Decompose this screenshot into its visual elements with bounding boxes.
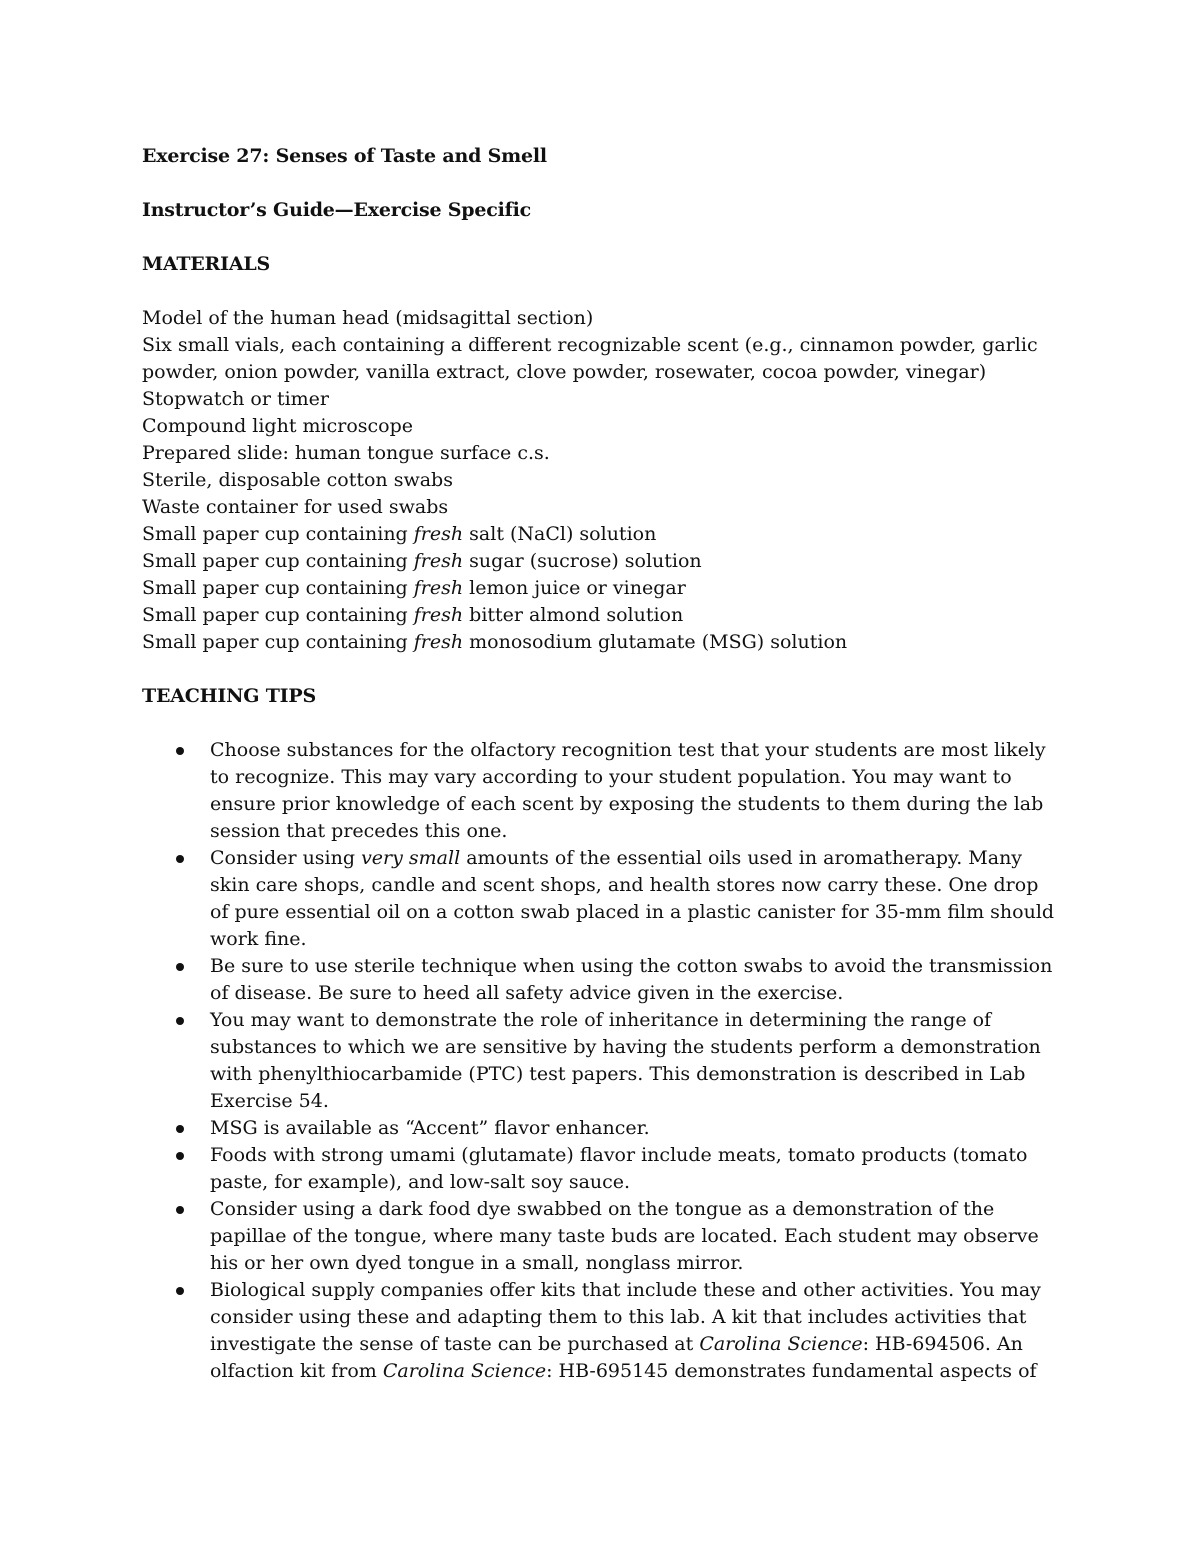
document-subtitle: Instructor’s Guide—Exercise Specific: [142, 199, 532, 221]
tip-item: Consider using very small amounts of the essential oils used in aromatherapy. Many skin care shops, candle and scent shops, and health stores now carry these. One drop of pure essential oil on a cotton swab placed in a plastic canister for 35-mm film should work fine.: [142, 845, 1062, 953]
materials-item: Small paper cup containing fresh salt (NaCl) solution: [142, 523, 657, 545]
tip-item: Foods with strong umami (glutamate) flavor include meats, tomato products (tomato paste, for example), and low-salt soy sauce.: [142, 1142, 1062, 1196]
materials-heading: MATERIALS: [142, 253, 271, 275]
materials-item: Model of the human head (midsagittal section): [142, 307, 594, 329]
materials-item: Small paper cup containing fresh bitter almond solution: [142, 604, 684, 626]
tip-item: MSG is available as “Accent” flavor enhancer.: [142, 1115, 1062, 1142]
bullet-icon: [176, 1152, 184, 1160]
materials-item: Small paper cup containing fresh lemon juice or vinegar: [142, 577, 686, 599]
bullet-icon: [176, 855, 184, 863]
tip-item: Consider using a dark food dye swabbed on the tongue as a demonstration of the papillae of the tongue, where many taste buds are located. Each student may observe his or her own dyed tongue in a small, nonglass mirror.: [142, 1196, 1062, 1277]
bullet-icon: [176, 1125, 184, 1133]
teaching-tips-list: [142, 737, 1062, 1385]
materials-list: [142, 305, 1062, 656]
document-page: [142, 143, 1062, 1385]
tip-item: Choose substances for the olfactory recognition test that your students are most likely to recognize. This may vary according to your student population. You may want to ensure prior knowledge of each scent by exposing the students to them during the lab session that precedes this one.: [142, 737, 1062, 845]
bullet-icon: [176, 1206, 184, 1214]
materials-item: Six small vials, each containing a different recognizable scent (e.g., cinnamon powder, garlic powder, onion powder, vanilla extract, clove powder, rosewater, cocoa powder, vinegar): [142, 334, 1038, 383]
materials-item: Sterile, disposable cotton swabs: [142, 469, 453, 491]
document-title: Exercise 27: Senses of Taste and Smell: [142, 145, 547, 167]
materials-item: Small paper cup containing fresh monosodium glutamate (MSG) solution: [142, 631, 848, 653]
bullet-icon: [176, 1017, 184, 1025]
tip-item: Be sure to use sterile technique when using the cotton swabs to avoid the transmission of disease. Be sure to heed all safety advice given in the exercise.: [142, 953, 1062, 1007]
materials-item: Stopwatch or timer: [142, 388, 330, 410]
materials-item: Small paper cup containing fresh sugar (sucrose) solution: [142, 550, 702, 572]
teaching-tips-heading: TEACHING TIPS: [142, 685, 316, 707]
materials-item: Waste container for used swabs: [142, 496, 449, 518]
materials-item: Prepared slide: human tongue surface c.s.: [142, 442, 550, 464]
bullet-icon: [176, 963, 184, 971]
tip-item: Biological supply companies offer kits that include these and other activities. You may consider using these and adapting them to this lab. A kit that includes activities that investigate the sense of taste can be purchased at Carolina Science: HB-694506. An olfaction kit from Carolina Science: HB-695145 demonstrates fundamental aspects of: [142, 1277, 1062, 1385]
bullet-icon: [176, 1287, 184, 1295]
bullet-icon: [176, 747, 184, 755]
tip-item: You may want to demonstrate the role of inheritance in determining the range of substances to which we are sensitive by having the students perform a demonstration with phenylthiocarbamide (PTC) test papers. This demonstration is described in Lab Exercise 54.: [142, 1007, 1062, 1115]
materials-item: Compound light microscope: [142, 415, 413, 437]
